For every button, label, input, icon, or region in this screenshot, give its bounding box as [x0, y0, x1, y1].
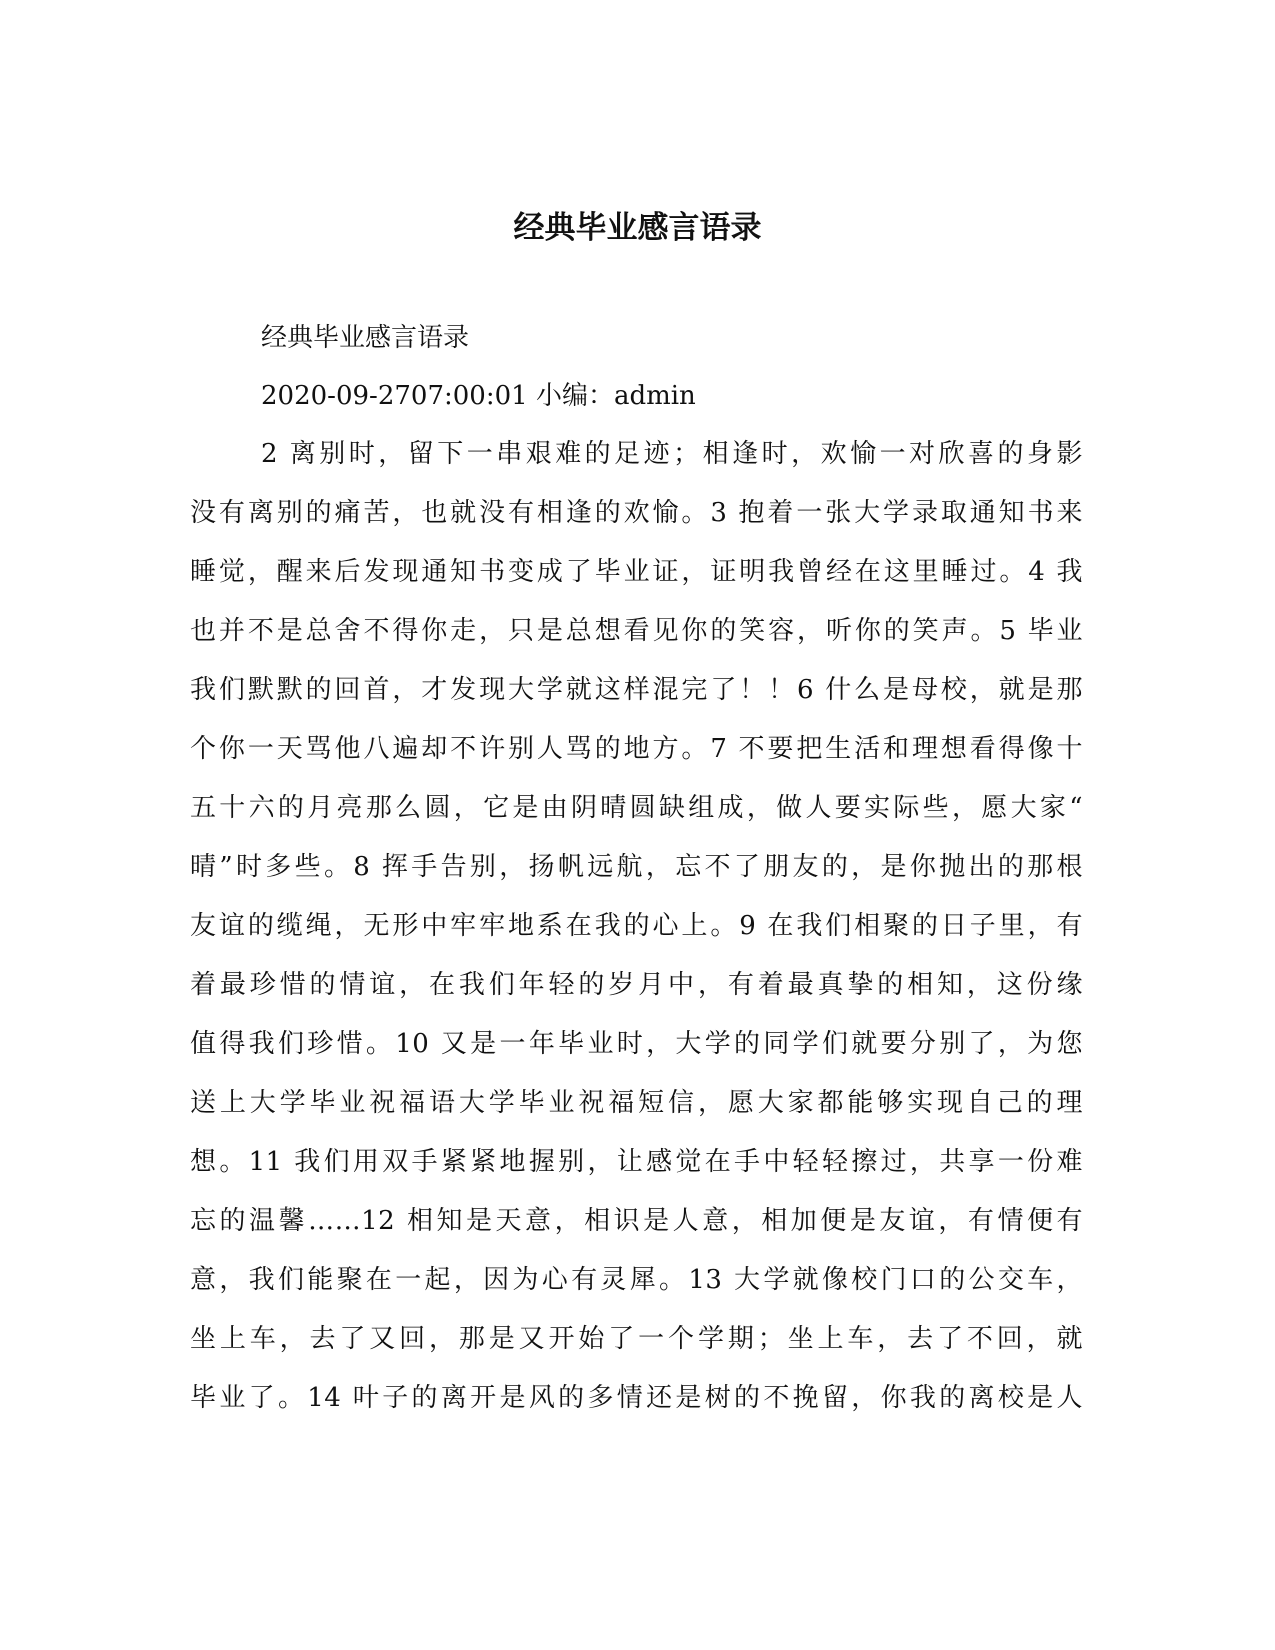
- body-line: 个你一天骂他八遍却不许别人骂的地方。7 不要把生活和理想看得像十: [190, 734, 1083, 764]
- document-title: 经典毕业感言语录: [513, 210, 762, 246]
- body-line: 晴”时多些。8 挥手告别，扬帆远航，忘不了朋友的，是你抛出的那根: [190, 852, 1083, 882]
- article-heading: 经典毕业感言语录: [261, 323, 470, 353]
- body-line: 友谊的缆绳，无形中牢牢地系在我的心上。9 在我们相聚的日子里，有: [190, 911, 1083, 941]
- body-line: 五十六的月亮那么圆，它是由阴晴圆缺组成，做人要实际些，愿大家“: [190, 793, 1083, 823]
- body-line: 没有离别的痛苦，也就没有相逢的欢愉。3 抱着一张大学录取通知书来: [190, 498, 1083, 528]
- body-line: 坐上车，去了又回，那是又开始了一个学期；坐上车，去了不回，就: [190, 1324, 1083, 1354]
- body-line: 睡觉，醒来后发现通知书变成了毕业证，证明我曾经在这里睡过。4 我: [190, 557, 1083, 587]
- body-line: 想。11 我们用双手紧紧地握别，让感觉在手中轻轻擦过，共享一份难: [190, 1147, 1083, 1177]
- body-line: 忘的温馨……12 相知是天意，相识是人意，相加便是友谊，有情便有: [190, 1206, 1083, 1236]
- body-line: 着最珍惜的情谊，在我们年轻的岁月中，有着最真挚的相知，这份缘: [190, 970, 1083, 1000]
- article-meta: 2020-09-2707:00:01 小编：admin: [261, 381, 696, 411]
- body-line: 意，我们能聚在一起，因为心有灵犀。13 大学就像校门口的公交车，: [190, 1265, 1083, 1295]
- body-line: 毕业了。14 叶子的离开是风的多情还是树的不挽留，你我的离校是人: [190, 1383, 1083, 1413]
- body-line: 值得我们珍惜。10 又是一年毕业时，大学的同学们就要分别了，为您: [190, 1029, 1083, 1059]
- body-line: 2 离别时，留下一串艰难的足迹；相逢时，欢愉一对欣喜的身影: [261, 439, 1083, 469]
- body-line: 也并不是总舍不得你走，只是总想看见你的笑容，听你的笑声。5 毕业: [190, 616, 1083, 646]
- body-line: 送上大学毕业祝福语大学毕业祝福短信，愿大家都能够实现自己的理: [190, 1088, 1083, 1118]
- body-line: 我们默默的回首，才发现大学就这样混完了！！6 什么是母校，就是那: [190, 675, 1083, 705]
